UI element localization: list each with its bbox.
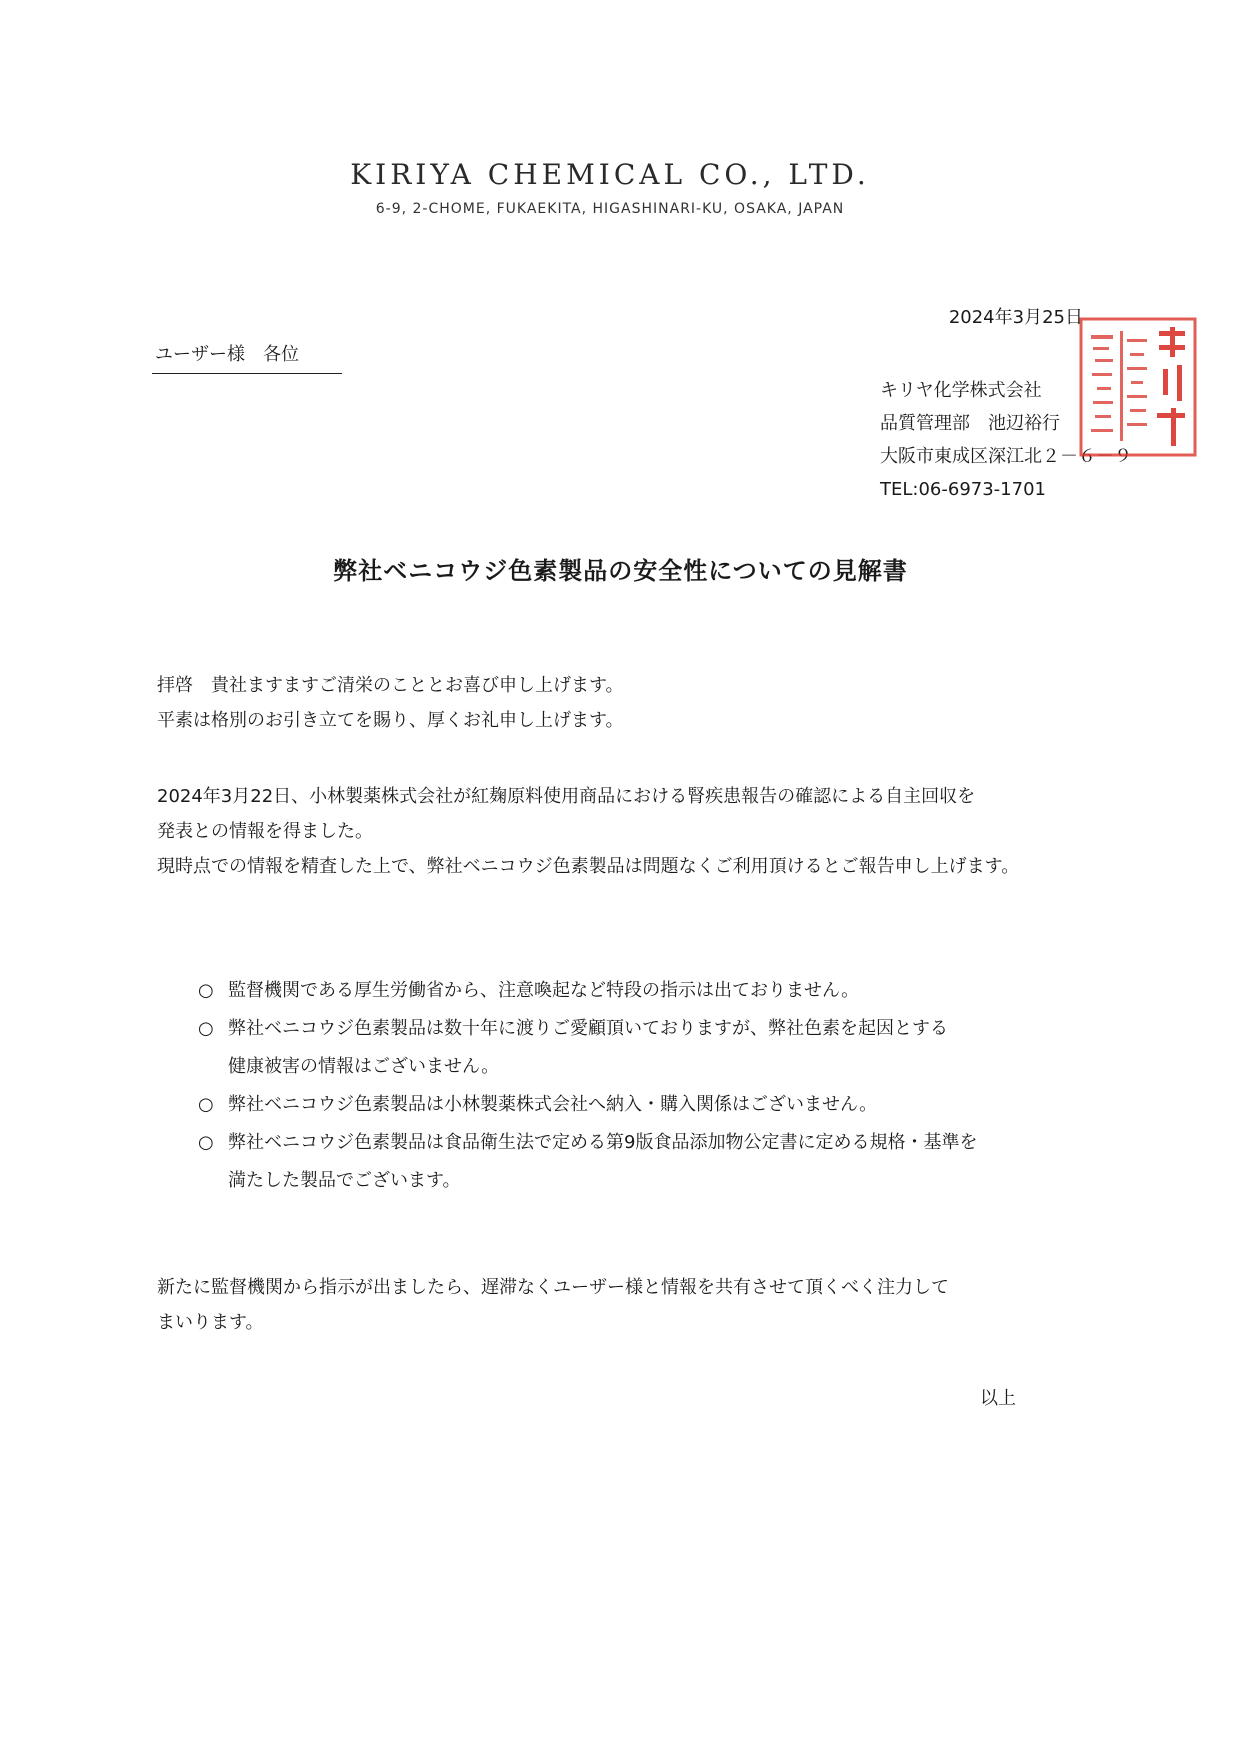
list-item — [198, 1086, 977, 1124]
report-paragraph — [157, 779, 1019, 884]
recipient-underline — [152, 373, 342, 374]
list-item — [198, 1010, 977, 1086]
list-item-line: 監督機関である厚生労働省から、注意喚起など特段の指示は出ておりません。 — [228, 980, 860, 1001]
greeting-line: 平素は格別のお引き立てを賜り、厚くお礼申し上げます。 — [157, 710, 624, 731]
company-seal-stamp — [1075, 313, 1201, 461]
letterhead-company: KIRIYA CHEMICAL CO., LTD. — [350, 158, 870, 191]
report-line: 発表との情報を得ました。 — [157, 821, 373, 842]
greeting-paragraph — [157, 668, 624, 738]
circle-bullet-icon: ○ — [198, 1094, 214, 1115]
greeting-line: 拝啓 貴社ますますご清栄のこととお喜び申し上げます。 — [157, 675, 624, 696]
list-item-line: 満たした製品でございます。 — [228, 1170, 461, 1191]
list-item-text — [228, 1086, 877, 1124]
list-item-text — [228, 1124, 977, 1200]
report-line: 現時点での情報を精査した上で、弊社ベニコウジ色素製品は問題なくご利用頂けるとご報告申し上げます。 — [157, 856, 1020, 877]
list-item — [198, 972, 977, 1010]
report-line: 2024年3月22日、小林製薬株式会社が紅麹原料使用商品における腎疾患報告の確認による自主回収を — [157, 786, 976, 807]
sender-address: 大阪市東成区深江北２－６－９ — [880, 446, 1132, 467]
closing-mark: 以上 — [980, 1388, 1016, 1409]
recipient: ユーザー様 各位 — [155, 344, 299, 365]
closing-line: 新たに監督機関から指示が出ましたら、遅滞なくユーザー様と情報を共有させて頂くべく注力して — [157, 1277, 949, 1298]
sender-company: キリヤ化学株式会社 — [880, 380, 1042, 401]
circle-bullet-icon: ○ — [198, 980, 214, 1001]
sender-department: 品質管理部 池辺裕行 — [880, 413, 1060, 434]
list-item-text — [228, 972, 859, 1010]
letter-date: 2024年3月25日 — [948, 307, 1083, 328]
letterhead-address: 6-9, 2-CHOME, FUKAEKITA, HIGASHINARI-KU, OSAKA, JAPAN — [375, 201, 845, 217]
list-item-line: 弊社ベニコウジ色素製品は小林製薬株式会社へ納入・購入関係はございません。 — [228, 1094, 878, 1115]
document-title: 弊社ベニコウジ色素製品の安全性についての見解書 — [333, 557, 908, 585]
statement-list — [198, 972, 977, 1200]
list-item-line: 弊社ベニコウジ色素製品は食品衛生法で定める第9版食品添加物公定書に定める規格・基準を — [228, 1132, 978, 1153]
circle-bullet-icon: ○ — [198, 1132, 214, 1153]
list-item-line: 健康被害の情報はございません。 — [228, 1056, 500, 1077]
list-item-text — [228, 1010, 948, 1086]
closing-paragraph — [157, 1270, 949, 1340]
list-item-line: 弊社ベニコウジ色素製品は数十年に渡りご愛顧頂いておりますが、弊社色素を起因とする — [228, 1018, 948, 1039]
closing-line: まいります。 — [157, 1312, 264, 1333]
list-item — [198, 1124, 977, 1200]
sender-tel: TEL:06-6973-1701 — [880, 479, 1046, 500]
circle-bullet-icon: ○ — [198, 1018, 214, 1039]
